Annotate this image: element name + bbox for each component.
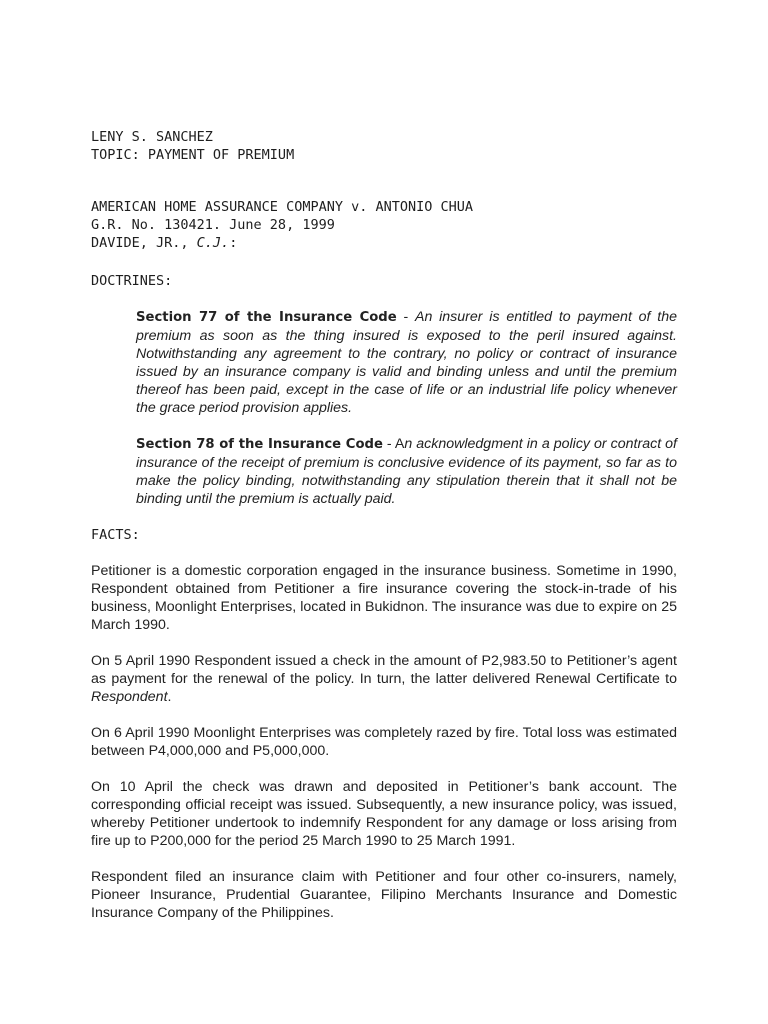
doctrine-head: Section 78 of the Insurance Code — [136, 437, 383, 452]
case-gr-number: G.R. No. 130421. June 28, 1999 — [91, 217, 335, 233]
facts-text: On 5 April 1990 Respondent issued a check in the amount of P2,983.50 to Petitioner’s agent as payment for the renewal of the policy. In turn, the latter delivered Renewal Certificate to — [91, 653, 677, 687]
facts-paragraph — [91, 868, 677, 922]
doctrine-lead: A — [394, 436, 405, 452]
facts-paragraph — [91, 724, 677, 760]
doctrine-body: n acknowledgment in a policy or contract of insurance of the receipt of premium is conclusive evidence of its payment, so far as to make the policy binding, notwithstanding any stipulation therein that it shall not be binding until the premium is actually paid. — [136, 436, 677, 507]
facts-paragraph — [91, 562, 677, 634]
facts-tail: . — [167, 689, 172, 705]
case-justice — [91, 234, 677, 252]
facts-text: On 10 April the check was drawn and deposited in Petitioner’s bank account. The corresponding official receipt was issued. Subsequently, a new insurance policy, was issued, whereby Petitioner undertook to indemnify Respondent for any damage or loss arising from fire up to P200,000 for the period 25 March 1990 to 25 March 1991. — [91, 779, 677, 849]
facts-paragraph — [91, 652, 677, 706]
case-block — [91, 198, 677, 252]
justice-title: C.J. — [196, 235, 230, 251]
case-title: AMERICAN HOME ASSURANCE COMPANY v. ANTONIO CHUA — [91, 199, 474, 215]
justice-suffix: : — [229, 235, 238, 251]
justice-name: DAVIDE, JR., — [91, 235, 197, 251]
doctrine-separator: - — [396, 309, 415, 325]
facts-heading: FACTS: — [91, 527, 140, 543]
doctrines-heading: DOCTRINES: — [91, 273, 173, 289]
doctrine-separator: - — [382, 436, 395, 452]
doctrine-section-78 — [136, 435, 677, 508]
facts-text: Petitioner is a domestic corporation engaged in the insurance business. Sometime in 1990, Respondent obtained from Petitioner a fire insurance covering the stock-in-trade of his business, Moonlight Enterprises, located in Bukidnon. The insurance was due to expire on 25 March 1990. — [91, 563, 677, 633]
facts-text: Respondent filed an insurance claim with Petitioner and four other co-insurers, namely, Pioneer Insurance, Prudential Guarantee, Filipino Merchants Insurance and Domestic Insurance Company of the Philippines. — [91, 869, 677, 921]
header-block — [91, 128, 677, 164]
facts-paragraph — [91, 778, 677, 850]
document-page — [91, 128, 677, 922]
topic-line: TOPIC: PAYMENT OF PREMIUM — [91, 147, 295, 163]
doctrine-body: An insurer is entitled to payment of the premium as soon as the thing insured is exposed to the peril insured against. Notwithstanding any agreement to the contrary, no policy or contract of insurance issued by an insurance company is valid and binding unless and until the premium thereof has been paid, except in the case of life or an industrial life policy whenever the grace period provision applies. — [136, 309, 678, 416]
author-name: LENY S. SANCHEZ — [91, 129, 213, 145]
facts-italic: Respondent — [91, 689, 168, 705]
doctrine-section-77 — [136, 308, 677, 417]
doctrine-head: Section 77 of the Insurance Code — [136, 310, 397, 325]
facts-text: On 6 April 1990 Moonlight Enterprises was completely razed by fire. Total loss was estimated between P4,000,000 and P5,000,000. — [91, 725, 677, 759]
